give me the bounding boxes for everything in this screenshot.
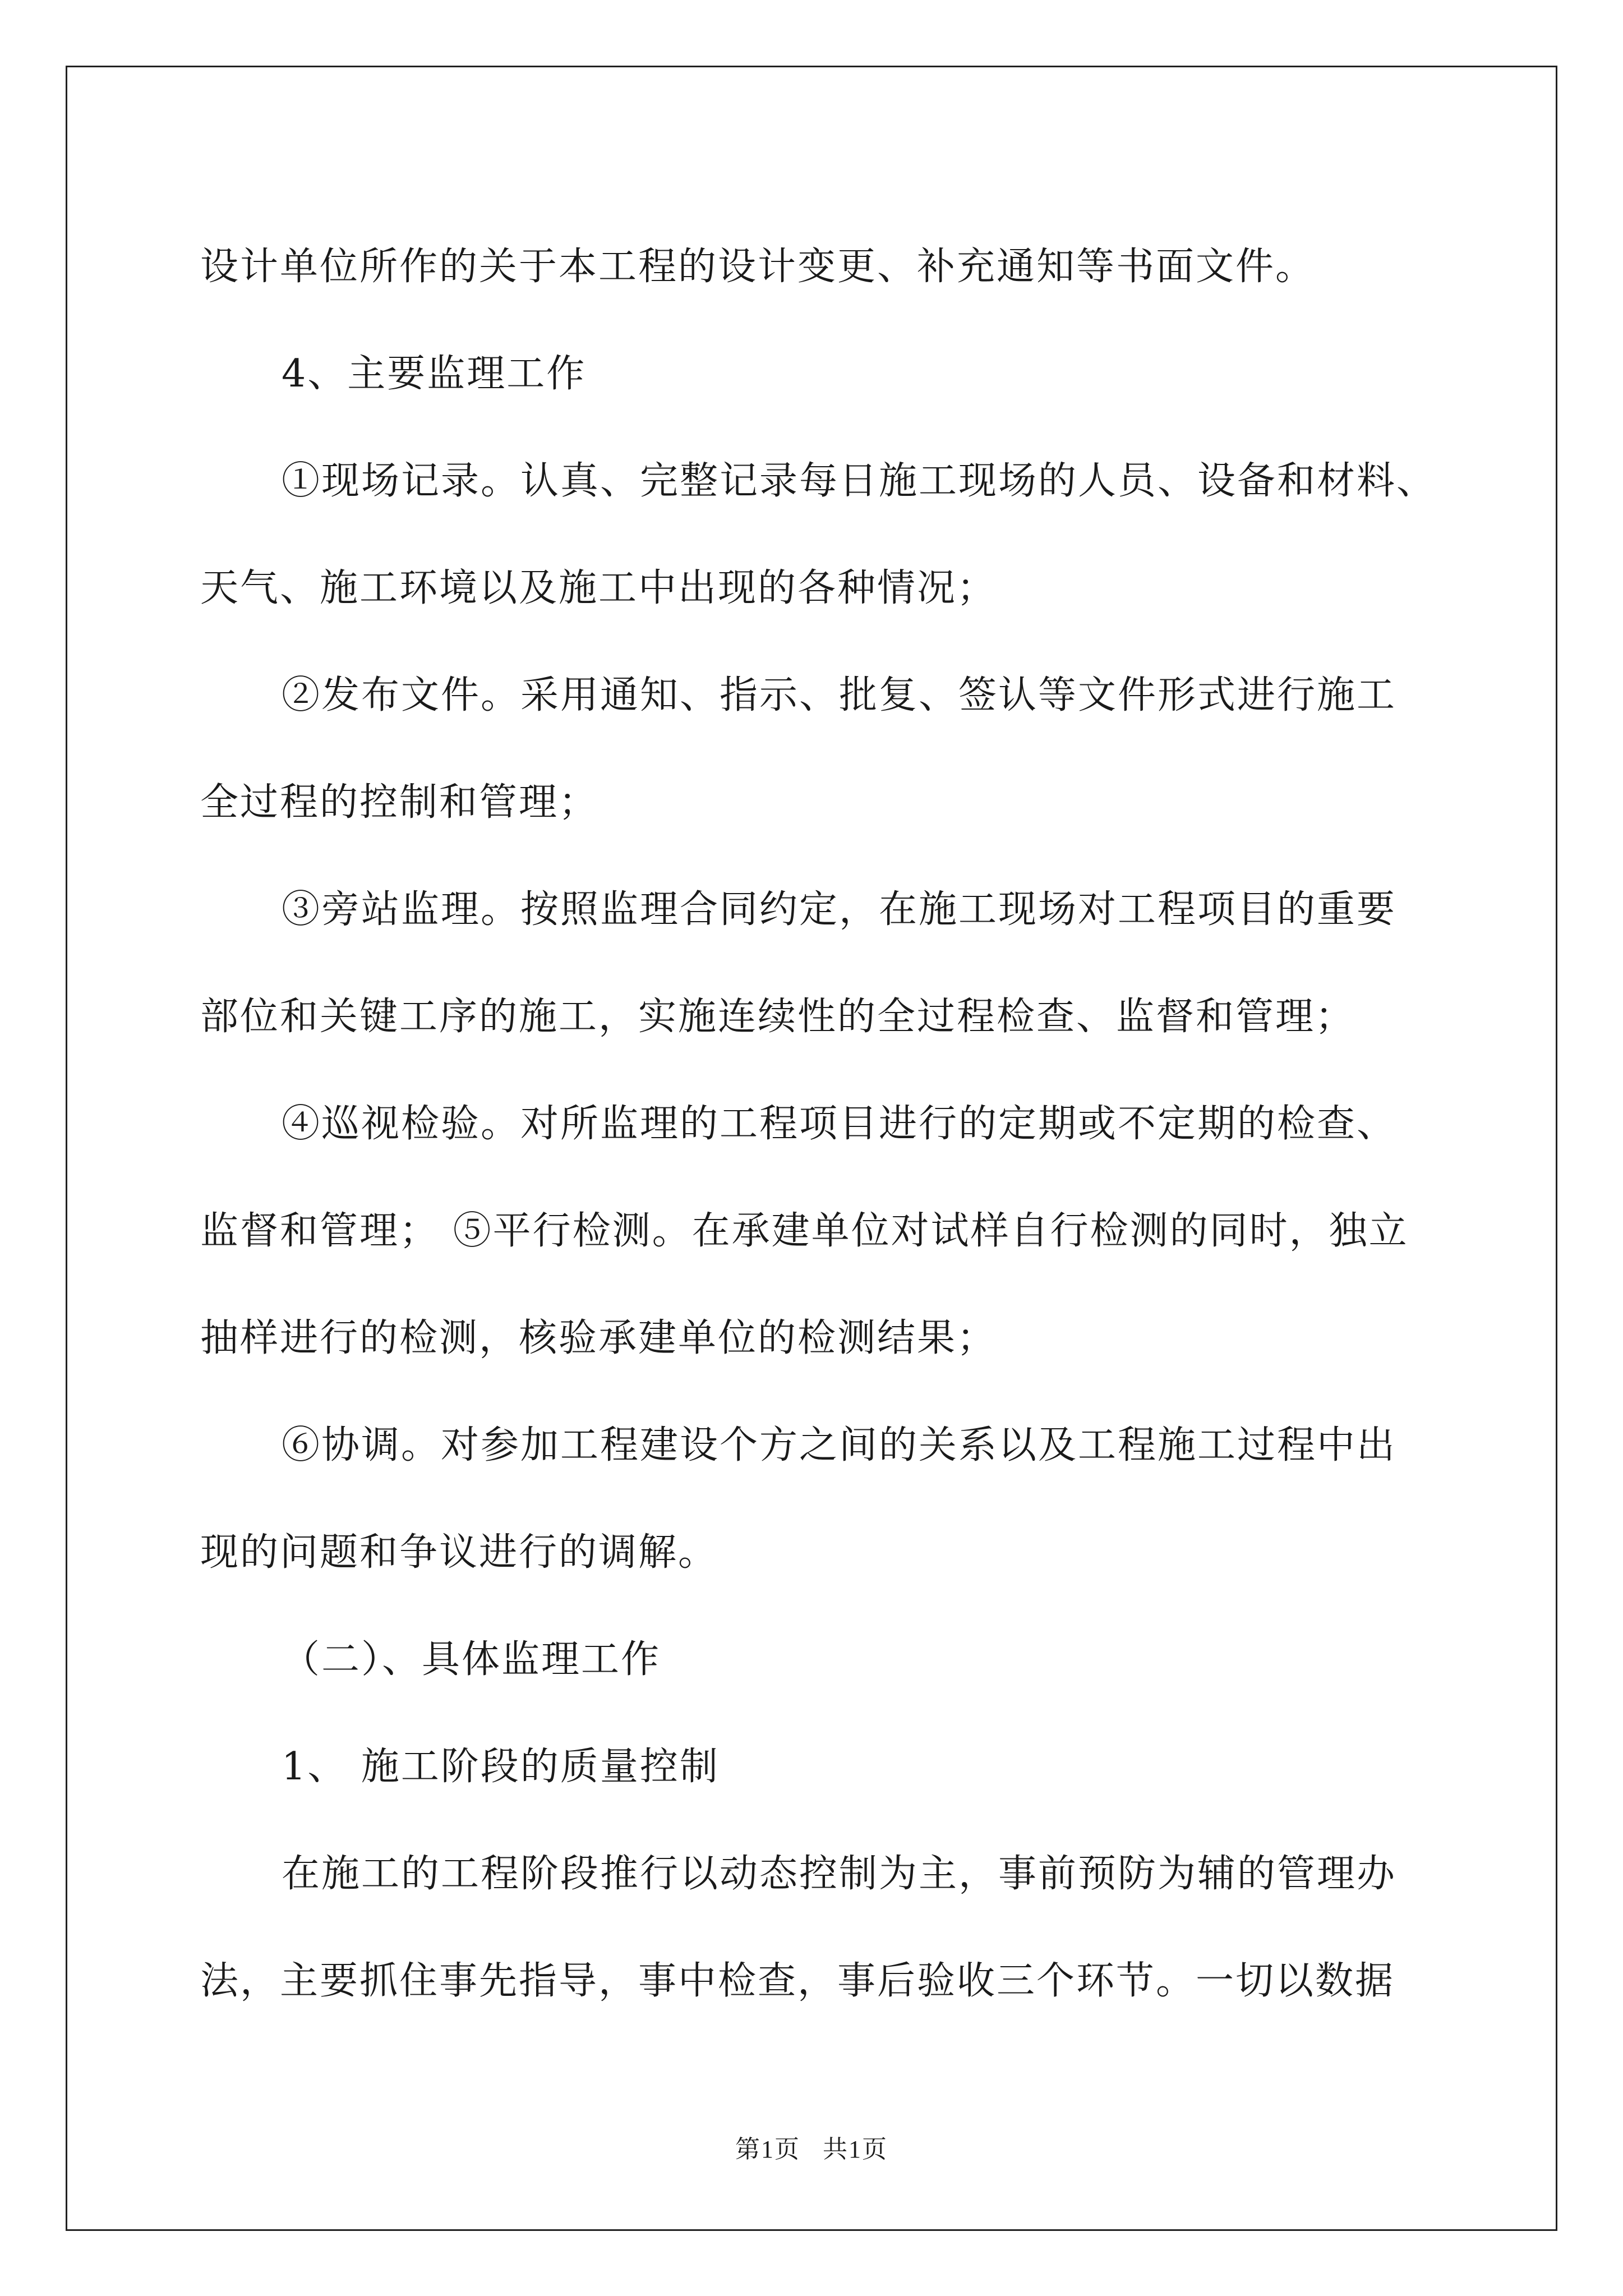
document-body [200,213,1437,2035]
text-line: 监督和管理； ⑤平行检测。在承建单位对试样自行检测的同时，独立 [200,1209,1409,1253]
text-line: ③旁站监理。按照监理合同约定，在施工现场对工程项目的重要 [282,887,1397,932]
section-heading: 4、主要监理工作 [282,352,587,396]
text-line: ①现场记录。认真、完整记录每日施工现场的人员、设备和材料、 [282,459,1437,503]
text-line: 现的问题和争议进行的调解。 [200,1530,718,1575]
text-line: ②发布文件。采用通知、指示、批复、签认等文件形式进行施工 [282,673,1397,717]
text-line: ④巡视检验。对所监理的工程项目进行的定期或不定期的检查、 [282,1102,1397,1146]
section-heading: （二）、具体监理工作 [282,1637,661,1682]
subsection-heading: 1、 施工阶段的质量控制 [282,1745,720,1789]
text-line: 设计单位所作的关于本工程的设计变更、补充通知等书面文件。 [200,245,1316,289]
text-line: 全过程的控制和管理； [200,780,599,825]
text-line: 部位和关键工序的施工，实施连续性的全过程检查、监督和管理； [200,995,1355,1039]
text-line: 在施工的工程阶段推行以动态控制为主，事前预防为辅的管理办 [282,1852,1397,1896]
text-line: 天气、施工环境以及施工中出现的各种情况； [200,566,997,610]
page-number: 第1页 [735,2136,800,2163]
page-footer [0,2129,1623,2165]
page-total: 共1页 [823,2136,888,2163]
text-line: ⑥协调。对参加工程建设个方之间的关系以及工程施工过程中出 [282,1423,1397,1467]
text-line: 法，主要抓住事先指导，事中检查，事后验收三个环节。一切以数据 [200,1959,1395,2003]
text-line: 抽样进行的检测，核验承建单位的检测结果； [200,1316,997,1360]
